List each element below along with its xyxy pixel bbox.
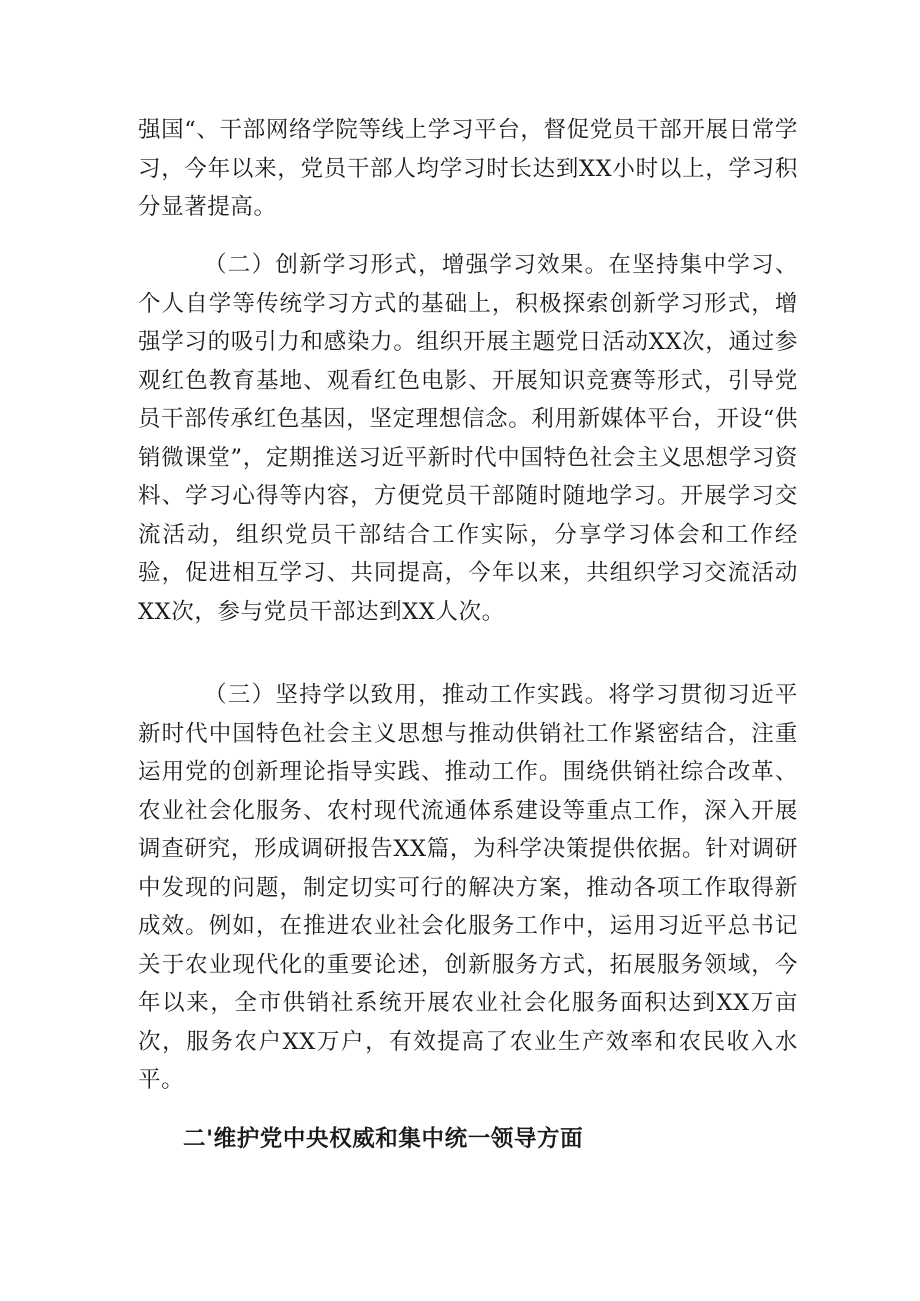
paragraph-innovate-learning-forms bbox=[138, 246, 798, 631]
paragraph-text: （三）坚持学以致用，推动工作实践。将学习贯彻习近平新时代中国特色社会主义思想与推动供销社工作紧密结合，注重运用党的创新理论指导实践、推动工作。围绕供销社综合改革、农业社会化服务、农村现代流通体系建设等重点工作，深入开展调查研究，形成调研报告XX篇，为科学决策提供依据。针对调研中发现的问题，制定切实可行的解决方案，推动各项工作取得新成效。例如，在推进农业社会化服务工作中，运用习近平总书记关于农业现代化的重要论述，创新服务方式，拓展服务领域，今年以来，全市供销社系统开展农业社会化服务面积达到XX万亩次，服务农户XX万户，有效提高了农业生产效率和农民收入水平。 bbox=[138, 682, 798, 1093]
paragraph-apply-learning-practice bbox=[138, 676, 798, 1100]
paragraph-text: （二）创新学习形式，增强学习效果。在坚持集中学习、个人自学等传统学习方式的基础上，积极探索创新学习形式，增强学习的吸引力和感染力。组织开展主题党日活动XX次，通过参观红色教育基地、观看红色电影、开展知识竞赛等形式，引导党员干部传承红色基因，坚定理想信念。利用新媒体平台，开设“供销微课堂”，定期推送习近平新时代中国特色社会主义思想学习资料、学习心得等内容，方便党员干部随时随地学习。开展学习交流活动，组织党员干部结合工作实际，分享学习体会和工作经验，促进相互学习、共同提高，今年以来，共组织学习交流活动XX次，参与党员干部达到XX人次。 bbox=[138, 252, 798, 625]
section-heading: 二'维护党中央权威和集中统一领导方面 bbox=[183, 1126, 584, 1152]
paragraph-text: 强国“、干部网络学院等线上学习平台，督促党员干部开展日常学习，今年以来，党员干部人均学习时长达到XX小时以上，学习积分显著提高。 bbox=[138, 117, 798, 220]
paragraph-continued-study-platforms bbox=[138, 111, 798, 227]
